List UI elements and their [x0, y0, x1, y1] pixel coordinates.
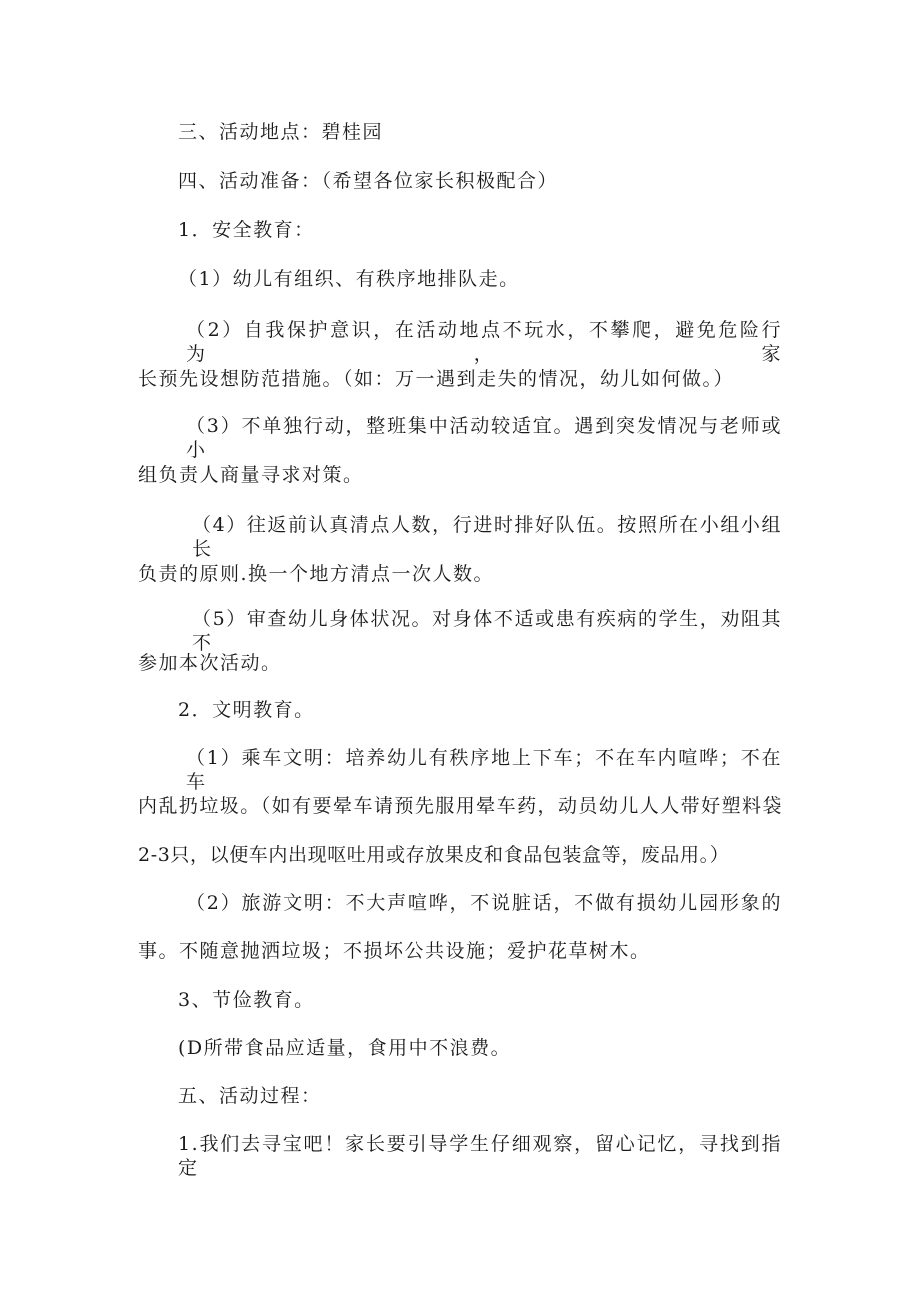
- section-heading-location: 三、活动地点：碧桂园: [178, 121, 384, 143]
- paragraph-line: 1.我们去寻宝吧！家长要引导学生仔细观察，留心记忆，寻找到指定: [178, 1133, 782, 1179]
- paragraph-line: 内乱扔垃圾。（如有要晕车请预先服用晕车药，动员幼儿人人带好塑料袋: [138, 795, 782, 817]
- paragraph-line: （5）审查幼儿身体状况。对身体不适或患有疾病的学生，劝阻其不: [192, 608, 782, 654]
- paragraph-line: 组负责人商量寻求对策。: [138, 464, 364, 486]
- paragraph-line: （1）乘车文明：培养幼儿有秩序地上下车；不在车内喧哗；不在车: [186, 747, 782, 793]
- paragraph-line: （2）自我保护意识，在活动地点不玩水，不攀爬，避免危险行为，家: [186, 319, 782, 365]
- subheading-civility-education: 2．文明教育。: [178, 699, 315, 721]
- subheading-safety-education: 1．安全教育：: [178, 219, 315, 241]
- paragraph-line: （4）往返前认真清点人数，行进时排好队伍。按照所在小组小组长: [192, 514, 782, 560]
- paragraph-line: 长预先设想防范措施。（如：万一遇到走失的情况，幼儿如何做。）: [138, 368, 735, 390]
- section-heading-process: 五、活动过程：: [178, 1085, 322, 1107]
- paragraph-line: （2）旅游文明：不大声喧哗，不说脏话，不做有损幼儿园形象的: [186, 892, 783, 914]
- paragraph-line: （1）幼儿有组织、有秩序地排队走。: [178, 268, 520, 290]
- paragraph-line: (D所带食品应适量，食用中不浪费。: [178, 1037, 512, 1059]
- paragraph-line: 事。不随意抛洒垃圾；不损坏公共设施；爱护花草树木。: [138, 940, 651, 962]
- paragraph-line: （3）不单独行动，整班集中活动较适宜。遇到突发情况与老师或小: [186, 415, 782, 461]
- paragraph-line: 2-3只，以便车内出现呕吐用或存放果皮和食品包装盒等，废品用。）: [138, 844, 730, 866]
- paragraph-line: 负责的原则.换一个地方清点一次人数。: [138, 563, 495, 585]
- section-heading-preparation: 四、活动准备：（希望各位家长积极配合）: [178, 170, 559, 192]
- subheading-thrift-education: 3、节俭教育。: [178, 989, 315, 1011]
- paragraph-line: 参加本次活动。: [138, 652, 282, 674]
